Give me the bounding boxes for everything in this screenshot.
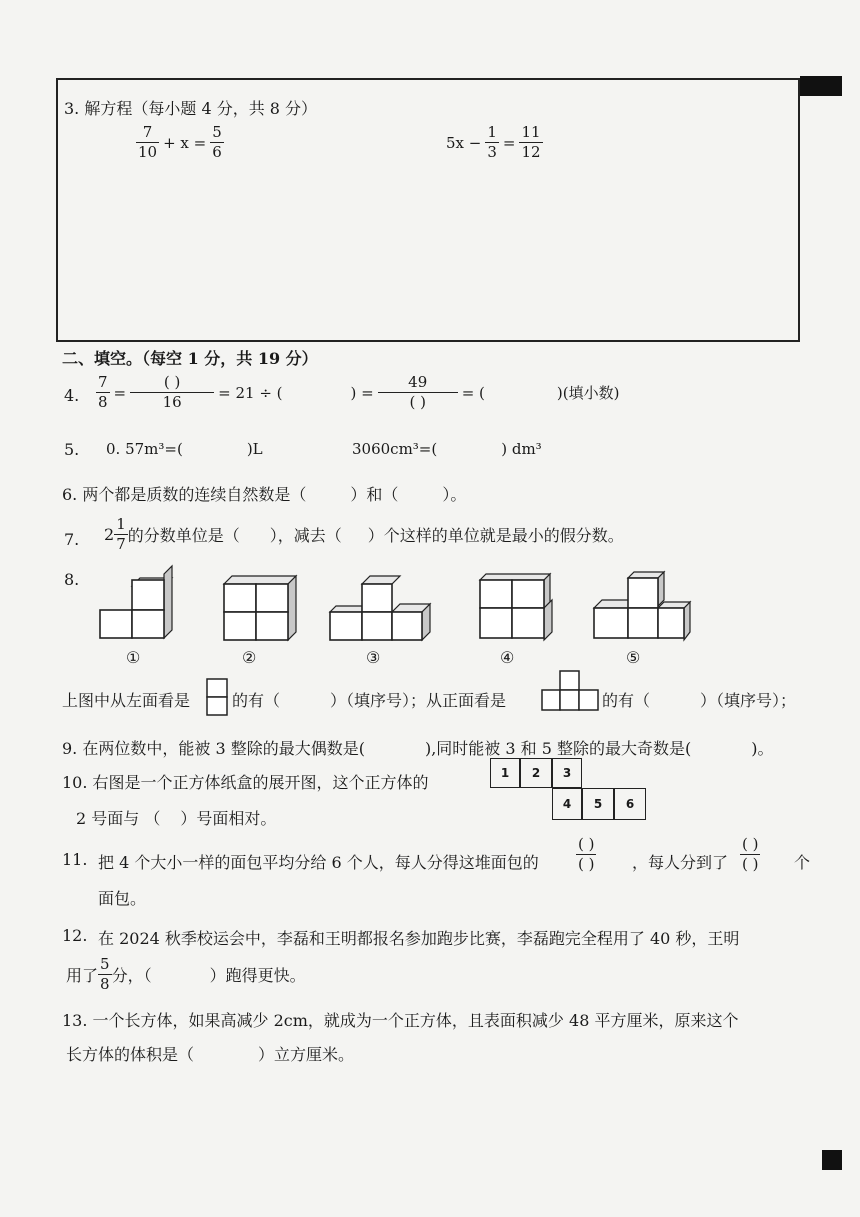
figure-1-cubes (100, 576, 180, 640)
q10-line-1: 10. 右图是一个正方体纸盒的展开图，这个正方体的 (62, 773, 429, 792)
q6-text: 6. 两个都是质数的连续自然数是（ ）和（ ）。 (62, 485, 467, 504)
fraction: $\frac{11}{12}$ (521, 123, 541, 162)
figure-label-2: ② (242, 648, 257, 667)
figure-label-1: ① (126, 648, 141, 667)
net-face-5: 5 (582, 788, 614, 820)
q11-fraction-blank-2[interactable]: $\frac{( )}{( )}$ (742, 835, 759, 874)
registration-mark-bottom (822, 1150, 842, 1170)
q13-line-2: 长方体的体积是（ ）立方厘米。 (66, 1045, 355, 1064)
net-face-2: 2 (520, 758, 552, 788)
q11-text-1: 把 4 个大小一样的面包平均分给 6 个人，每人分得这堆面包的 (98, 853, 539, 872)
fraction: $\frac{1}{3}$ (487, 123, 497, 162)
q12-number: 12. (62, 926, 88, 945)
net-face-1: 1 (490, 758, 520, 788)
figure-2-cubes (224, 576, 304, 640)
q12-line-1: 在 2024 秋季校运会中，李磊和王明都报名参加跑步比赛，李磊跑完全程用了 40 秒，王明 (98, 929, 740, 948)
q13-line-1: 13. 一个长方体，如果高减少 2cm，就成为一个正方体，且表面积减少 48 平方厘米，原来这个 (62, 1011, 739, 1030)
fraction: $\frac{7}{10}$ (138, 123, 158, 162)
q8-question-part-3: 的有（ ）（填序号）； (602, 691, 797, 710)
mixed-number-whole: 2 (104, 525, 115, 545)
net-face-6: 6 (614, 788, 646, 820)
q3-equation-2: 5x − $\frac{1}{3}$ = $\frac{11}{12}$ (446, 123, 541, 162)
q7-text: 2 $\frac{1}{7}$ 的分数单位是（ ），减去（ ）个这样的单位就是最小的假分数。 (104, 515, 624, 554)
figure-3-cubes (330, 576, 440, 640)
q3-title: 3. 解方程（每小题 4 分，共 8 分） (64, 99, 318, 118)
q5-part-a: 0. 57m³=( )L (106, 440, 263, 458)
fraction: $\frac{5}{8}$ (100, 955, 110, 994)
registration-mark-top (800, 76, 842, 96)
front-view-shape (541, 670, 601, 716)
q7-number: 7. (64, 530, 80, 549)
fraction: $\frac{1}{7}$ (116, 515, 126, 554)
figure-label-4: ④ (500, 648, 515, 667)
q9-text: 9. 在两位数中，能被 3 整除的最大偶数是( ),同时能被 3 和 5 整除的最大奇数是( )。 (62, 739, 774, 758)
net-face-3: 3 (552, 758, 582, 788)
q11-text-3: 个 (794, 853, 811, 872)
q12-line-2: 用了 $\frac{5}{8}$ 分，（ ）跑得更快。 (66, 955, 306, 994)
fraction: $\frac{7}{8}$ (98, 373, 108, 412)
fraction-blank[interactable]: $\frac{( )}{16}$ (130, 374, 214, 412)
fraction: $\frac{5}{6}$ (212, 123, 222, 162)
q8-number: 8. (64, 570, 80, 589)
left-view-shape (206, 678, 228, 718)
figure-4-cubes (480, 572, 570, 640)
figure-label-3: ③ (366, 648, 381, 667)
q4-number: 4. (64, 386, 80, 405)
q5-number: 5. (64, 440, 80, 459)
q11-number: 11. (62, 850, 88, 869)
section-2-title: 二、填空。（每空 1 分，共 19 分） (62, 349, 318, 368)
fraction-blank[interactable]: $\frac{49}{( )}$ (378, 374, 458, 412)
q4-expression: $\frac{7}{8}$ = $\frac{( )}{16}$ = 21 ÷ ( ) = $\frac{49}{( )}$ = ( )(填小数) (98, 373, 620, 412)
q3-equation-1: $\frac{7}{10}$ + x = $\frac{5}{6}$ (138, 123, 222, 162)
q10-line-2: 2 号面与 （ ）号面相对。 (76, 809, 277, 828)
q8-question-part-1: 上图中从左面看是 (62, 691, 191, 710)
net-face-4: 4 (552, 788, 582, 820)
figure-5-cubes (594, 568, 694, 642)
q11-text-2: ，每人分到了 (632, 853, 729, 872)
q11-fraction-blank-1[interactable]: $\frac{( )}{( )}$ (578, 835, 595, 874)
figure-label-5: ⑤ (626, 648, 641, 667)
q11-line-2: 面包。 (98, 889, 147, 908)
q5-part-b: 3060cm³=( ) dm³ (352, 440, 542, 458)
q8-question-part-2: 的有（ ）（填序号）；从正面看是 (232, 691, 507, 710)
